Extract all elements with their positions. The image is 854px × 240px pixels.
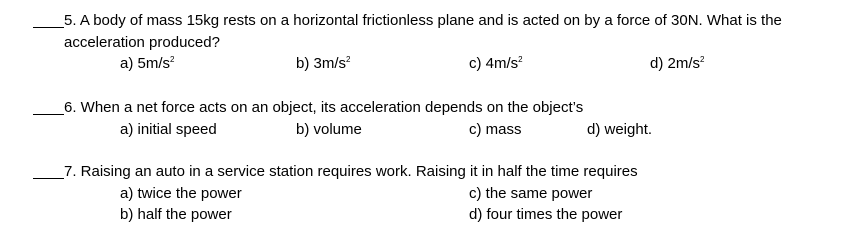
question-7-option-d: d) four times the power: [469, 206, 623, 223]
answer-blank-q6: [33, 114, 64, 115]
question-5-stem-line2: acceleration produced?: [64, 34, 220, 51]
option-text: b) 3m/s: [296, 55, 347, 72]
answer-blank-q7: [33, 178, 64, 179]
question-6-option-d: d) weight.: [587, 121, 653, 138]
question-5-option-a: [120, 55, 174, 73]
question-5-option-b: [296, 55, 350, 73]
question-7-stem: 7. Raising an auto in a service station requires work. Raising it in half the time requires: [64, 163, 638, 180]
question-5-option-c: [469, 55, 523, 73]
question-7-option-a: a) twice the power: [120, 185, 242, 202]
unit-exponent: 2: [170, 55, 175, 64]
question-7-option-b: b) half the power: [120, 206, 232, 223]
question-6-option-a: a) initial speed: [120, 121, 217, 138]
unit-exponent: 2: [518, 55, 523, 64]
question-6-option-b: b) volume: [296, 121, 362, 138]
unit-exponent: 2: [346, 55, 351, 64]
question-5-stem-line1: 5. A body of mass 15kg rests on a horizontal frictionless plane and is acted on by a force of 30N. What is the: [64, 12, 782, 29]
question-7-option-c: c) the same power: [469, 185, 593, 202]
option-text: c) 4m/s: [469, 55, 519, 72]
unit-exponent: 2: [700, 55, 705, 64]
question-6-stem: 6. When a net force acts on an object, its acceleration depends on the object’s: [64, 99, 584, 116]
answer-blank-q5: [33, 27, 64, 28]
question-6-option-c: c) mass: [469, 121, 522, 138]
option-text: a) 5m/s: [120, 55, 171, 72]
question-5-option-d: [650, 55, 704, 73]
option-text: d) 2m/s: [650, 55, 701, 72]
